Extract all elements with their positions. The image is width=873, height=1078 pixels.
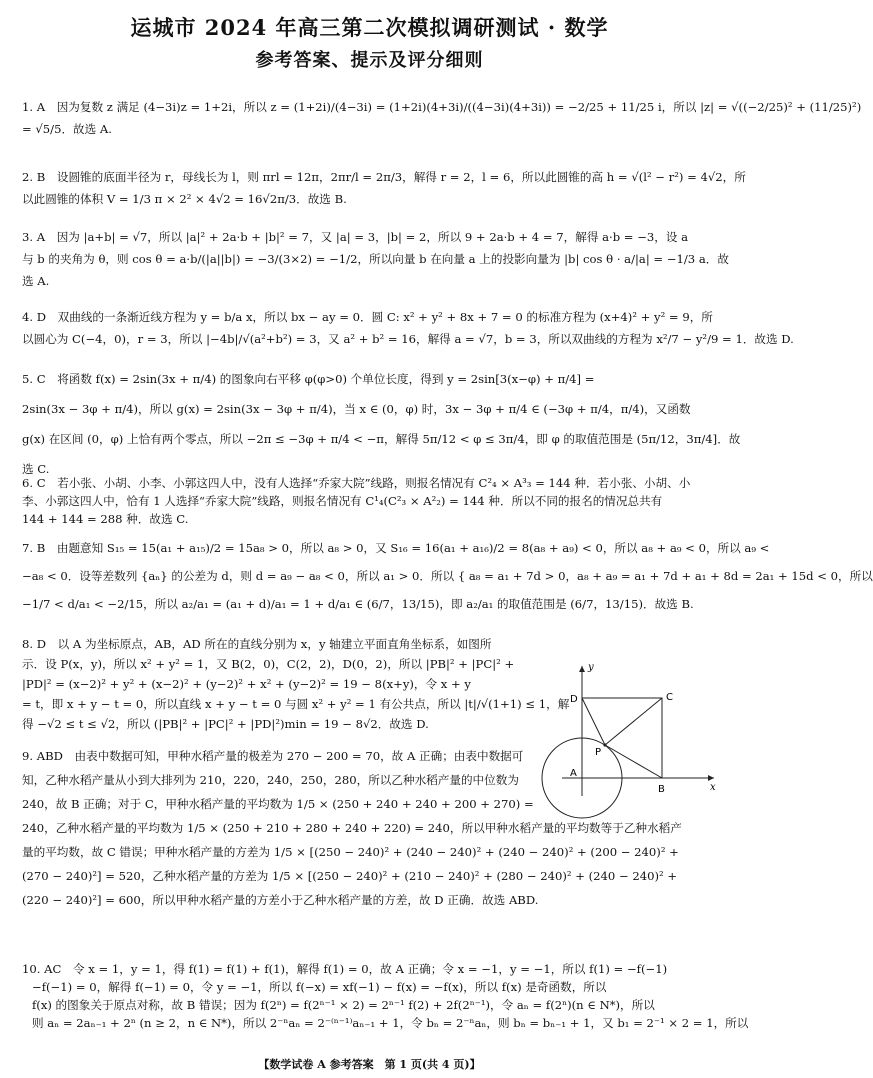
answer-line: 9. ABD 由表中数据可知，甲种水稻产量的极差为 270 − 200 = 70，故 A 正确；由表中数据可 xyxy=(22,749,524,763)
answer-line: 144 + 144 = 288 种．故选 C. xyxy=(22,512,189,526)
answer-10 xyxy=(22,960,749,1040)
x-axis-arrow xyxy=(708,775,714,781)
label-p: P xyxy=(595,747,602,758)
y-axis-arrow xyxy=(579,666,585,672)
label-a: A xyxy=(570,768,577,779)
segment-pc xyxy=(605,698,662,745)
answer-line: = √5/5．故选 A. xyxy=(22,122,112,136)
answer-line: 选 C. xyxy=(22,462,50,476)
y-axis-label: y xyxy=(588,662,594,673)
answer-line: (220 − 240)²] = 600，所以甲种水稻产量的方差小于乙种水稻产量的方差，故 D 正确．故选 ABD. xyxy=(22,893,539,907)
page-footer: 【数学试卷 A 参考答案 第 1 页(共 4 页)】 xyxy=(258,1058,481,1071)
answer-line: −a₈ < 0．设等差数列 {aₙ} 的公差为 d，则 d = a₉ − a₈ < 0，所以 a₁ > 0．所以 { a₈ = a₁ + 7d > 0，a₈ + a₉ = a₁ + 7d + a₁ + 8d = 2a₁ + 15d < 0，所以 xyxy=(22,569,873,583)
answer-line: f(x) 的图象关于原点对称，故 B 错误；因为 f(2ⁿ) = f(2ⁿ⁻¹ × 2) = 2ⁿ⁻¹ f(2) + 2f(2ⁿ⁻¹)，令 aₙ = f(2ⁿ)(n ∈ N*)，所以 xyxy=(32,998,655,1012)
answer-line: 以此圆锥的体积 V = 1/3 π × 2² × 4√2 = 16√2π/3．故选 B. xyxy=(22,192,347,206)
answer-line: 1. A 因为复数 z 满足 (4−3i)z = 1+2i，所以 z = (1+2i)/(4−3i) = (1+2i)(4+3i)/((4−3i)(4+3i)) = −2/25 + 11/25 i，所以 |z| = √((−2/25)² + (11/25)²) xyxy=(22,100,862,114)
answer-line: 4. D 双曲线的一条渐近线方程为 y = b/a x，所以 bx − ay = 0．圆 C: x² + y² + 8x + 7 = 0 的标准方程为 (x+4)² + y² = 9，所 xyxy=(22,310,713,324)
answer-line: 李、小郭这四人中，恰有 1 人选择“乔家大院”线路，则报名情况有 C¹₄(C²₃ × A²₂) = 144 种．所以不同的报名的情况总共有 xyxy=(22,494,663,508)
answer-line: 10. AC 令 x = 1，y = 1，得 f(1) = f(1) + f(1)，解得 f(1) = 0，故 A 正确；令 x = −1，y = −1，所以 f(1) = −f(−1) xyxy=(22,962,668,976)
answer-line: 得 −√2 ≤ t ≤ √2，所以 (|PB|² + |PC|² + |PD|²)min = 19 − 8√2．故选 D. xyxy=(22,717,429,731)
segment-pb xyxy=(605,745,662,778)
answer-line: 量的平均数，故 C 错误；甲种水稻产量的方差为 1/5 × [(250 − 240)² + (240 − 240)² + (240 − 240)² + (200 − 240)² + xyxy=(22,845,679,859)
label-b: B xyxy=(658,784,665,795)
x-axis-label: x xyxy=(710,782,716,793)
answer-7 xyxy=(22,534,873,634)
answer-line: 2sin(3x − 3φ + π/4)，所以 g(x) = 2sin(3x − 3φ + π/4)，当 x ∈ (0，φ) 时，3x − 3φ + π/4 ∈ (−3φ + π/4，π/4)，又函数 xyxy=(22,402,691,416)
answer-line: 8. D 以 A 为坐标原点，AB，AD 所在的直线分别为 x，y 轴建立平面直角坐标系，如图所 xyxy=(22,637,492,651)
answer-line: 240，故 B 正确；对于 C，甲种水稻产量的平均数为 1/5 × (250 + 240 + 240 + 200 + 270) = xyxy=(22,797,534,811)
answer-1 xyxy=(22,96,862,166)
page-subtitle: 参考答案、提示及评分细则 xyxy=(255,50,484,71)
answer-2 xyxy=(22,166,746,226)
answer-line: 7. B 由题意知 S₁₅ = 15(a₁ + a₁₅)/2 = 15a₈ > 0，所以 a₈ > 0，又 S₁₆ = 16(a₁ + a₁₆)/2 = 8(a₈ + a₉) < 0，所以 a₈ + a₉ < 0，所以 a₉ < xyxy=(22,541,770,555)
answer-5 xyxy=(22,364,741,476)
answer-3 xyxy=(22,226,729,306)
answer-line: 2. B 设圆锥的底面半径为 r，母线长为 l，则 πrl = 12π，2πr/l = 2π/3，解得 r = 2，l = 6，所以此圆锥的高 h = √(l² − r²) = 4√2，所 xyxy=(22,170,746,184)
answer-line: 240，乙种水稻产量的平均数为 1/5 × (250 + 210 + 280 + 240 + 220) = 240，所以甲种水稻产量的平均数等于乙种水稻产 xyxy=(22,821,682,835)
answer-line: −1/7 < d/a₁ < −2/15，所以 a₂/a₁ = (a₁ + d)/a₁ = 1 + d/a₁ ∈ (6/7，13/15)，即 a₂/a₁ 的取值范围是 (6/7，13/15)．故选 B. xyxy=(22,597,694,611)
answer-line: |PD|² = (x−2)² + y² + (x−2)² + (y−2)² + x² + (y−2)² = 19 − 8(x+y)，令 x + y xyxy=(22,677,471,691)
answer-line: 6. C 若小张、小胡、小李、小郭这四人中，没有人选择“乔家大院”线路，则报名情况有 C²₄ × A³₃ = 144 种．若小张、小胡、小 xyxy=(22,476,691,490)
answer-4 xyxy=(22,306,794,364)
answer-line: 与 b 的夹角为 θ，则 cos θ = a·b/(|a||b|) = −3/(3×2) = −1/2，所以向量 b 在向量 a 上的投影向量为 |b| cos θ · a/|a| = −1/3 a．故 xyxy=(22,252,729,266)
answer-line: (270 − 240)²] = 520，乙种水稻产量的方差为 1/5 × [(250 − 240)² + (210 − 240)² + (280 − 240)² + (240 − 240)² + xyxy=(22,869,678,883)
label-c: C xyxy=(666,692,673,703)
square-abcd xyxy=(582,698,662,778)
label-d: D xyxy=(570,694,578,705)
answer-line: g(x) 在区间 (0，φ) 上恰有两个零点，所以 −2π ≤ −3φ + π/4 < −π，解得 5π/12 < φ ≤ 3π/4，即 φ 的取值范围是 (5π/12，3π/4]．故 xyxy=(22,432,741,446)
page-title: 运城市 2024 年高三第二次模拟调研测试 · 数学 xyxy=(130,15,609,40)
answer-6 xyxy=(22,474,722,534)
answer-line: 以圆心为 C(−4，0)，r = 3，所以 |−4b|/√(a²+b²) = 3，又 a² + b² = 16，解得 a = √7，b = 3，所以双曲线的方程为 x²/7 − y²/9 = 1．故选 D. xyxy=(22,332,794,346)
answer-line: 选 A. xyxy=(22,274,50,288)
answer-list xyxy=(22,96,873,1040)
answer-line: 示．设 P(x，y)，所以 x² + y² = 1，又 B(2，0)，C(2，2)，D(0，2)，所以 |PB|² + |PC|² + xyxy=(22,657,515,671)
answer-line: 5. C 将函数 f(x) = 2sin(3x + π/4) 的图象向右平移 φ(φ>0) 个单位长度，得到 y = 2sin[3(x−φ) + π/4] = xyxy=(22,372,595,386)
answer-line: 3. A 因为 |a+b| = √7，所以 |a|² + 2a·b + |b|² = 7，又 |a| = 3，|b| = 2，所以 9 + 2a·b + 4 = 7，解得 a·b = −3，设 a xyxy=(22,230,689,244)
geometry-diagram xyxy=(548,660,720,800)
answer-line: 则 aₙ = 2aₙ₋₁ + 2ⁿ (n ≥ 2，n ∈ N*)，所以 2⁻ⁿaₙ = 2⁻⁽ⁿ⁻¹⁾aₙ₋₁ + 1，令 bₙ = 2⁻ⁿaₙ，则 bₙ = bₙ₋₁ + 1，又 b₁ = 2⁻¹ × 2 = 1，所以 xyxy=(32,1016,749,1030)
answer-line: = t，即 x + y − t = 0，所以直线 x + y − t = 0 与圆 x² + y² = 1 有公共点，所以 |t|/√(1+1) ≤ 1，解 xyxy=(22,697,570,711)
answer-line: 知，乙种水稻产量从小到大排列为 210，220，240，250，280，所以乙种水稻产量的中位数为 xyxy=(22,773,519,787)
point-p xyxy=(603,743,606,746)
answer-line: −f(−1) = 0，解得 f(−1) = 0，令 y = −1，所以 f(−x) = xf(−1) − f(x) = −f(x)，所以 f(x) 是奇函数，所以 xyxy=(32,980,607,994)
geometry-figure xyxy=(548,660,720,800)
